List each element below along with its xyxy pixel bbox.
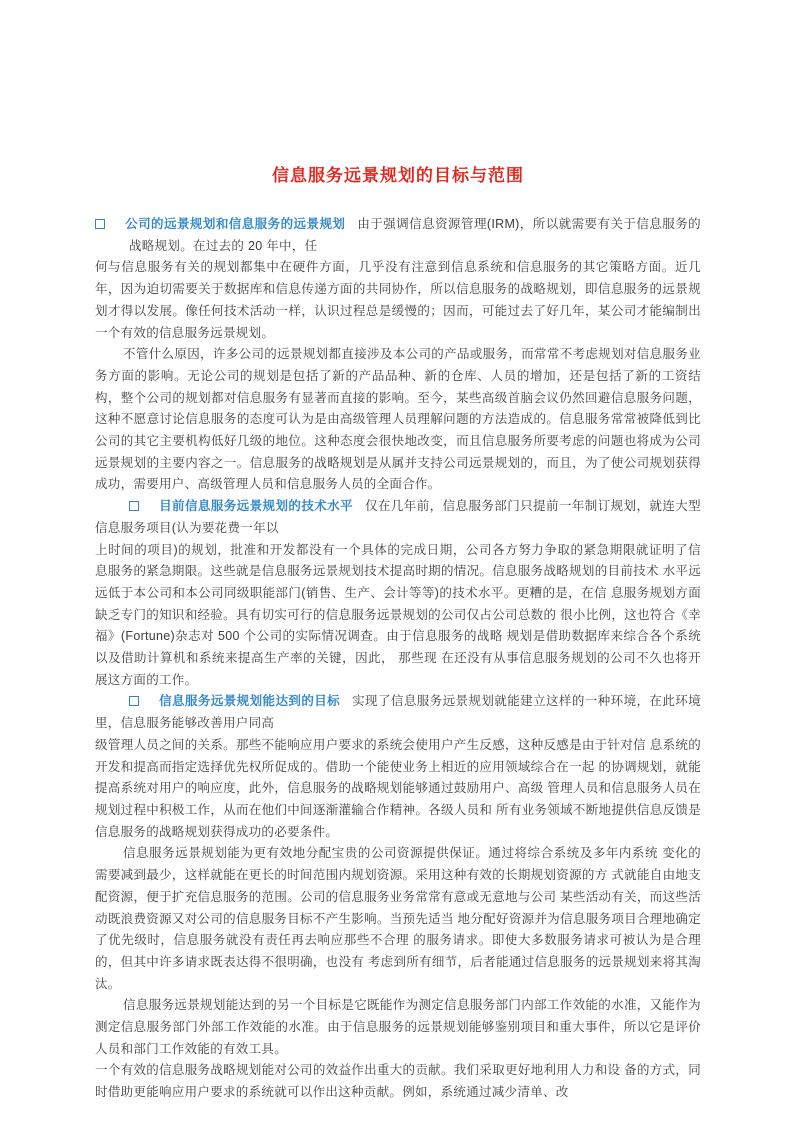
square-bullet-icon	[129, 501, 139, 511]
section-3-lead: 实现了信息服务远景规划就能建立这样的一种环境，在此环境里，信息服务能够改善用户同高	[95, 694, 702, 731]
body-paragraph-4: 级管理人员之间的关系。那些不能响应用户要求的系统会使用户产生反感，这种反感是由于针对信 息系统的开发和提高而指定选择优先权所促成的。借助一个能使业务上相近的应用领域综合在一起 的协调规划，就能提高系统对用户的响应度，此外，信息服务的战略规划能够通过鼓励用户、高级 管理人员和信息服务人员在规划过程中积极工作，从而在他们中间逐渐灌输合作精神。各级人员和 所有业务领域不断地提供信息反馈是信息服务的战略规划获得成功的必要条件。	[95, 737, 701, 839]
body-paragraph-6: 信息服务远景规划能达到的另一个目标是它既能作为测定信息服务部门内部工作效能的水准，又能作为测定信息服务部门外部工作效能的水准。由于信息服务的远景规划能够鉴别项目和重大事件，所以它是评价人员和部门工作效能的有效工具。	[95, 998, 701, 1056]
section-2-heading: 目前信息服务远景规划的技术水平	[159, 499, 354, 514]
section-2-heading-paragraph	[95, 496, 701, 539]
square-bullet-icon	[129, 696, 139, 706]
section-1-heading: 公司的远景规划和信息服务的远景规划	[125, 217, 346, 231]
section-3-heading: 信息服务远景规划能达到的目标	[159, 694, 341, 709]
section-1-heading-paragraph	[95, 214, 701, 257]
section-2-lead: 仅在几年前，信息服务部门只提前一年制订规划，就连大型信息服务项目(认为要花费一年以	[95, 499, 701, 535]
page-content	[95, 166, 701, 1104]
body-paragraph-3: 上时间的项目)的规划，批准和开发都没有一个具体的完成日期，公司各方努力争取的紧急期限就证明了信息服务的紧急期限。这些就是信息服务远景规划技术提高时期的情况。信息服务战略规划的目前技术 水平远远低于本公司和本公司同级职能部门(销售、生产、会计等等)的技术水平。更糟的是，在信 息服务规划方面缺乏专门的知识和经验。具有切实可行的信息服务远景规划的公司仅占公司总数的 很小比例，这也符合《幸福》(Fortune)杂志对 500 个公司的实际情况调查。由于信息服务的战略 规划是借助数据库来综合各个系统以及借助计算机和系统来提高生产率的关键，因此， 那些现 在还没有从事信息服务规划的公司不久也将开展这方面的工作。	[95, 542, 701, 687]
body-paragraph-5: 信息服务远景规划能为更有效地分配宝贵的公司资源提供保证。通过将综合系统及多年内系统 变化的需要减到最少，这样就能在更长的时间范围内规划资源。采用这种有效的长期规划资源的方 式就能自由地支配资源，便于扩充信息服务的范围。公司的信息服务业务常常有意或无意地与公司 某些活动有关，而这些活动既浪费资源又对公司的信息服务目标不产生影响。当预先适当 地分配好资源并为信息服务项目合理地确定了优先级时，信息服务就没有责任再去响应那些不合理 的服务请求。即使大多数服务请求可被认为是合理的，但其中许多请求既表达得不很明确，也没有 考虑到所有细节，后者能通过信息服务的远景规划来将其淘汰。	[95, 846, 701, 991]
section-3-heading-paragraph	[95, 691, 701, 734]
square-bullet-icon	[95, 219, 105, 229]
section-1-lead: 由于强调信息资源管理(IRM)，所以就需要有关于信息服务的战略规划。在过去的 20 年中，任	[129, 217, 701, 253]
body-paragraph-1: 何与信息服务有关的规划都集中在硬件方面，几乎没有注意到信息系统和信息服务的其它策略方面。近几年，因为迫切需要关于数据库和信息传递方面的共同协作，所以信息服务的战略规划，即信息服务的远景规划才得以发展。像任何技术活动一样，认识过程总是缓慢的；因而，可能过去了好几年，某公司才能编制出一个有效的信息服务远景规划。	[95, 260, 701, 340]
body-paragraph-7: 一个有效的信息服务战略规划能对公司的效益作出重大的贡献。我们采取更好地利用人力和设 备的方式，同时借助更能响应用户要求的系统就可以作出这种贡献。例如，系统通过减少清单、改	[95, 1063, 701, 1100]
document-title: 信息服务远景规划的目标与范围	[272, 166, 524, 185]
body-paragraph-2: 不管什么原因，许多公司的远景规划都直接涉及本公司的产品或服务，而常常不考虑规划对信息服务业务方面的影响。无论公司的规划是包括了新的产品品种、新的仓库、人员的增加，还是包括了新的工资结构，整个公司的规划都对信息服务有显著而直接的影响。至今，某些高级首脑会议仍然回避信息服务问题，这种不愿意讨论信息服务的态度可认为是由高级管理人员理解问题的方法造成的。信息服务常常被降低到比公司的其它主要机构低好几级的地位。这种态度会很快地改变，而且信息服务所要考虑的问题也将成为公司远景规划的主要内容之一。信息服务的战略规划是从属并支持公司远景规划的，而且，为了使公司规划获得成功，需要用户、高级管理人员和信息服务人员的全面合作。	[95, 347, 701, 492]
